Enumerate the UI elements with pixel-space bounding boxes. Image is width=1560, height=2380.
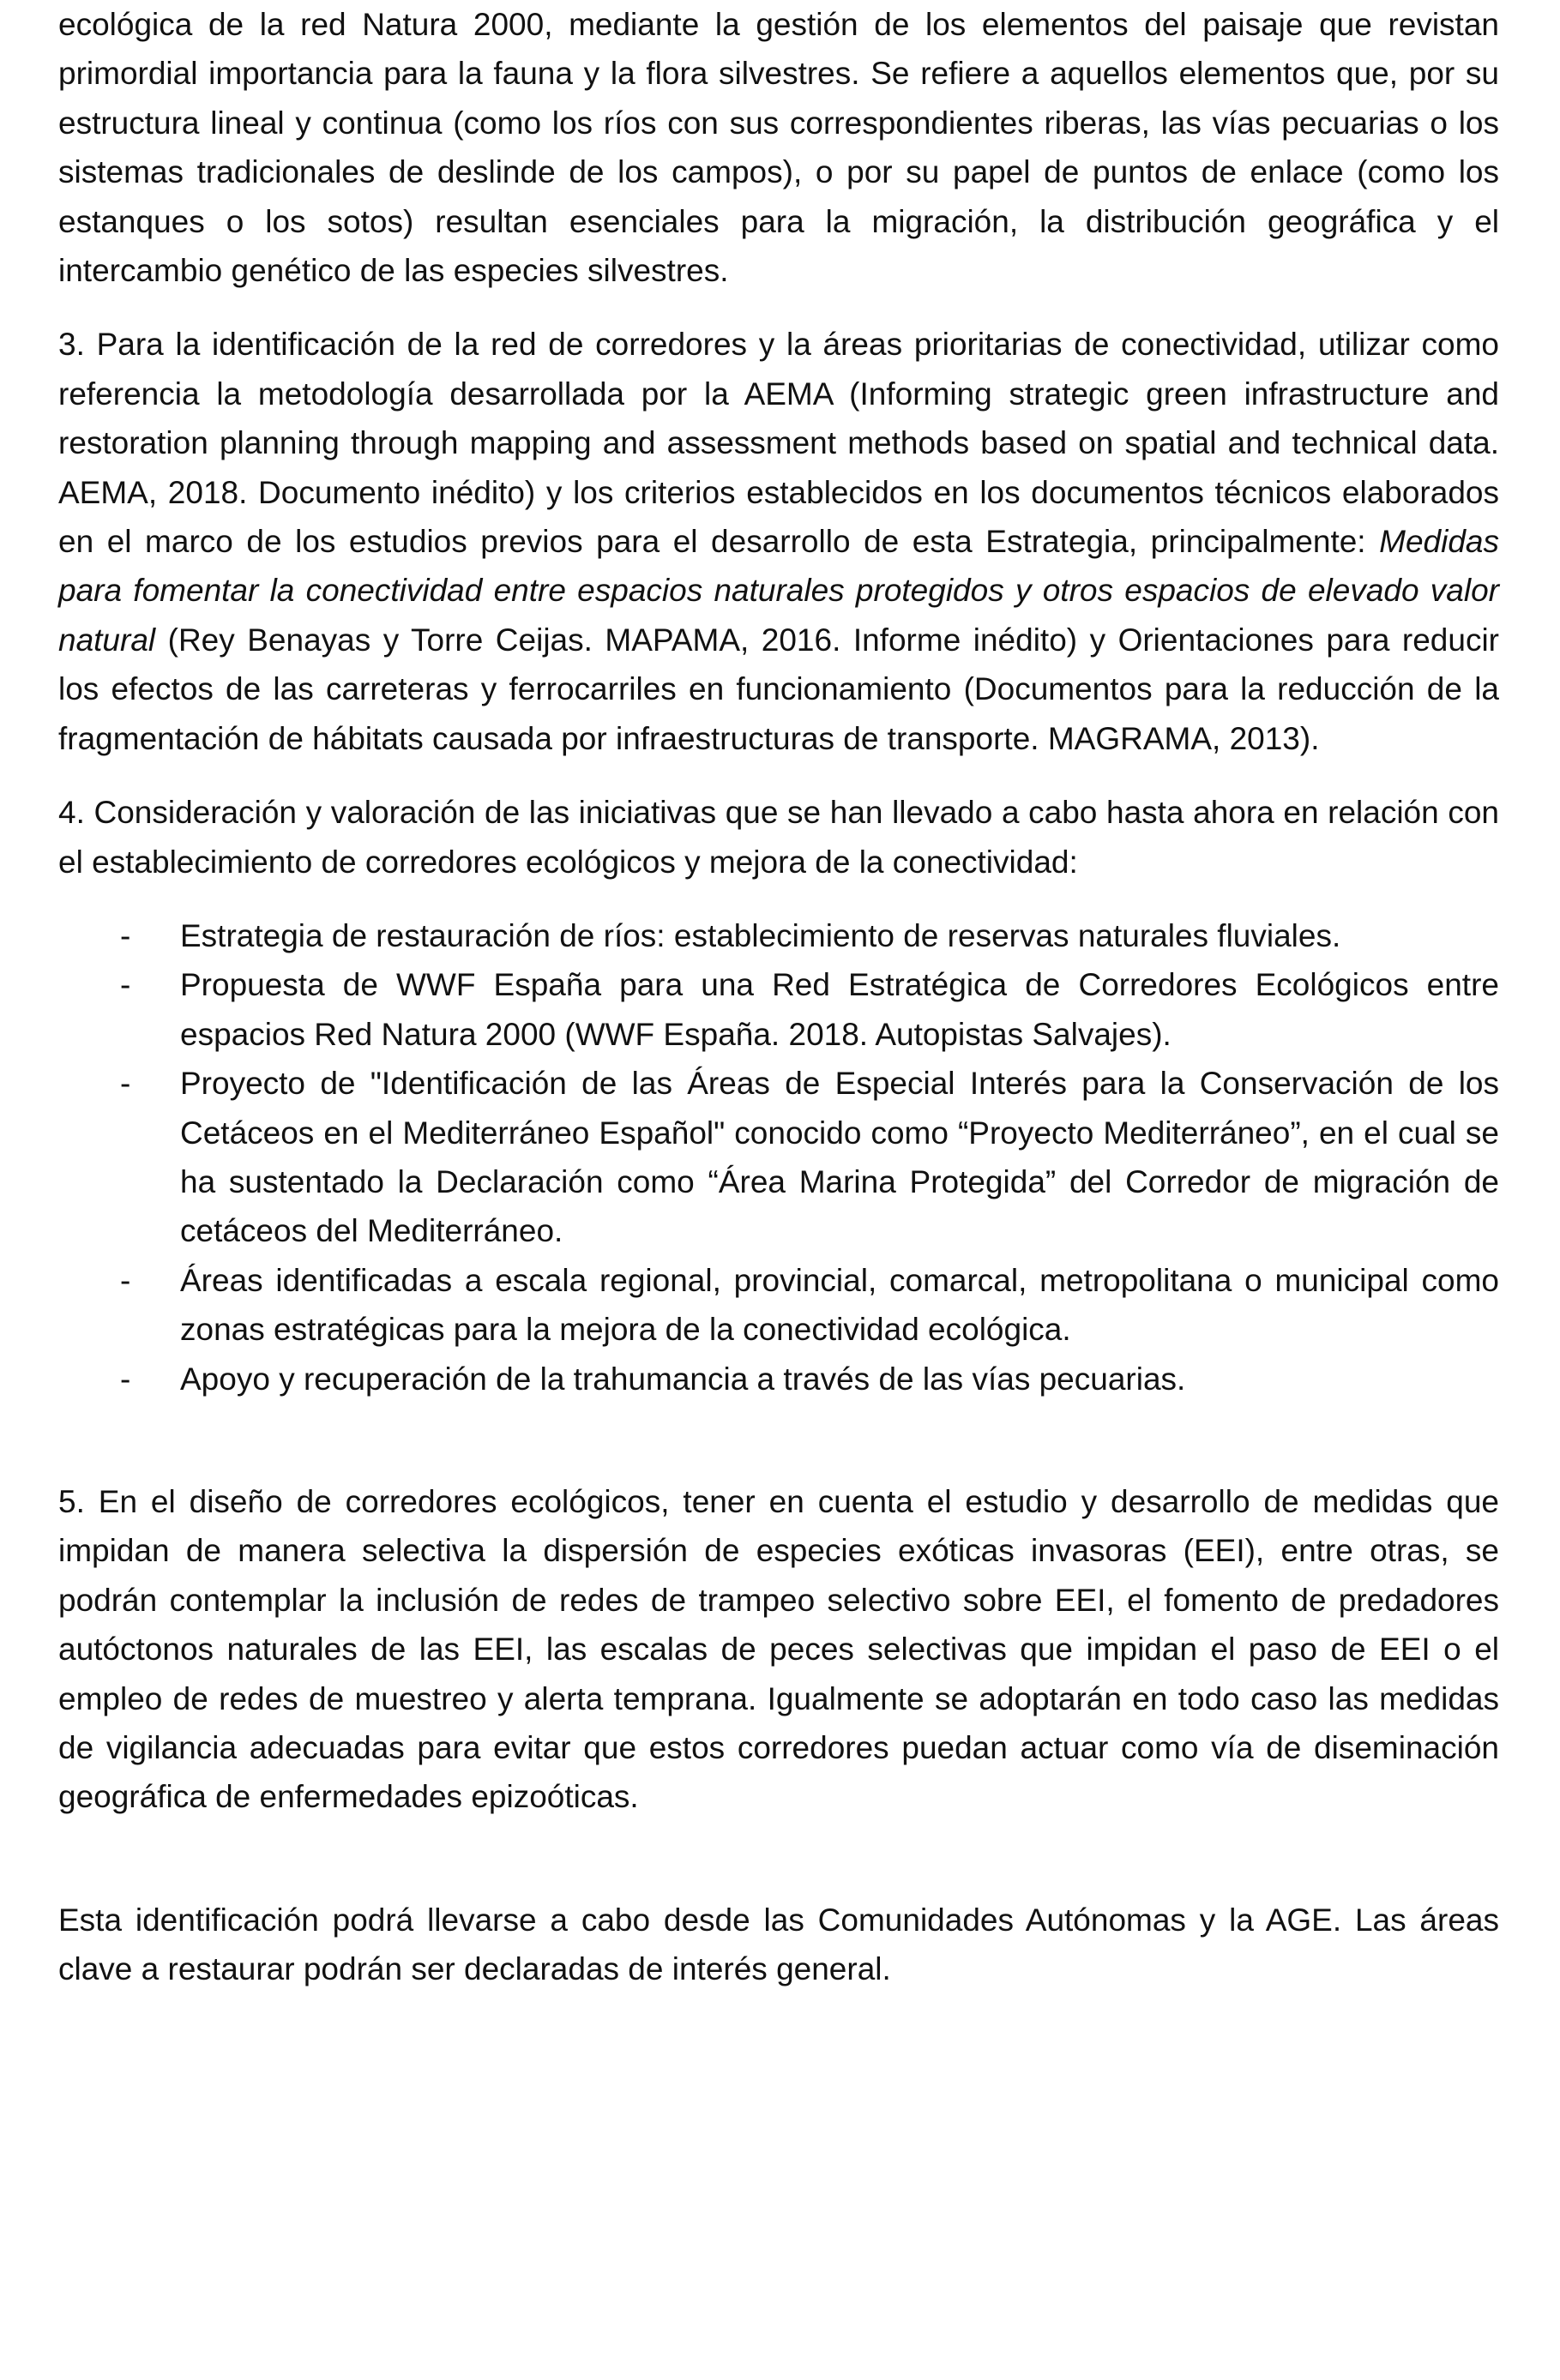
list-item: [58, 1059, 1499, 1256]
list-dash: -: [120, 1361, 131, 1397]
list-item-text: Estrategia de restauración de ríos: establecimiento de reservas naturales fluviales.: [180, 917, 1341, 953]
list-item-text: Apoyo y recuperación de la trahumancia a través de las vías pecuarias.: [180, 1361, 1186, 1397]
document-page: [58, 0, 1499, 1994]
paragraph-spacer: [58, 763, 1499, 788]
paragraph-spacer: [58, 886, 1499, 911]
paragraph-3: [58, 320, 1499, 763]
list-item-text: Propuesta de WWF España para una Red Estratégica de Corredores Ecológicos entre espacios Red Natura 2000 (WWF España. 2018. Autopistas Salvajes).: [180, 967, 1499, 1052]
paragraph-intro: ecológica de la red Natura 2000, mediante la gestión de los elementos del paisaje que revistan primordial importancia para la fauna y la flora silvestres. Se refiere a aquellos elementos que, por su estructura lineal y continua (como los ríos con sus correspondientes riberas, las vías pecuarias o los sistemas tradicionales de deslinde de los campos), o por su papel de puntos de enlace (como los estanques o los sotos) resultan esenciales para la migración, la distribución geográfica y el intercambio genético de las especies silvestres.: [58, 7, 1499, 289]
list-item-text: Áreas identificadas a escala regional, provincial, comarcal, metropolitana o municipal como zonas estratégicas para la mejora de la conectividad ecológica.: [180, 1262, 1499, 1348]
list-dash: -: [120, 1066, 131, 1102]
list-dash: -: [120, 1262, 131, 1298]
paragraph-final: Esta identificación podrá llevarse a cabo desde las Comunidades Autónomas y la AGE. Las áreas clave a restaurar podrán ser declaradas de interés general.: [58, 1902, 1499, 1987]
paragraph-3-text-end: (Rey Benayas y Torre Ceijas. MAPAMA, 2016. Informe inédito) y Orientaciones para reducir los efectos de las carreteras y ferrocarriles en funcionamiento (Documentos para la reducción de la fragmentación de hábitats causada por infraestructuras de transporte. MAGRAMA, 2013).: [58, 622, 1499, 756]
paragraph-3-italic-title: Medidas para fomentar la conectividad entre espacios naturales protegidos y otros espacios de elevado valor natural: [58, 524, 1499, 658]
list-item: [58, 911, 1499, 960]
paragraph-3-text-start: 3. Para la identificación de la red de corredores y la áreas prioritarias de conectividad, utilizar como referencia la metodología desarrollada por la AEMA (Informing strategic green infrastructure and restoration planning through mapping and assessment methods based on spatial and technical data. AEMA, 2018. Documento inédito) y los criterios establecidos en los documentos técnicos elaborados en el marco de los estudios previos para el desarrollo de esta Estrategia, principalmente:: [58, 327, 1499, 560]
paragraph-spacer: [58, 295, 1499, 320]
list-item-text: Proyecto de "Identificación de las Áreas de Especial Interés para la Conservación de los Cetáceos en el Mediterráneo Español" conocido como “Proyecto Mediterráneo”, en el cual se ha sustentado la Declaración como “Área Marina Protegida” del Corredor de migración de cetáceos del Mediterráneo.: [180, 1066, 1499, 1249]
list-item: [58, 960, 1499, 1059]
paragraph-4: 4. Consideración y valoración de las iniciativas que se han llevado a cabo hasta ahora en relación con el establecimiento de corredores ecológicos y mejora de la conectividad:: [58, 795, 1499, 880]
paragraph-spacer: [58, 1822, 1499, 1896]
list-item: [58, 1355, 1499, 1403]
list-dash: -: [120, 967, 131, 1003]
initiatives-list: [58, 911, 1499, 1403]
list-dash: -: [120, 917, 131, 953]
list-item: [58, 1256, 1499, 1355]
paragraph-spacer: [58, 1403, 1499, 1477]
paragraph-5: 5. En el diseño de corredores ecológicos, tener en cuenta el estudio y desarrollo de medidas que impidan de manera selectiva la dispersión de especies exóticas invasoras (EEI), entre otras, se podrán contemplar la inclusión de redes de trampeo selectivo sobre EEI, el fomento de predadores autóctonos naturales de las EEI, las escalas de peces selectivas que impidan el paso de EEI o el empleo de redes de muestreo y alerta temprana. Igualmente se adoptarán en todo caso las medidas de vigilancia adecuadas para evitar que estos corredores puedan actuar como vía de diseminación geográfica de enfermedades epizoóticas.: [58, 1483, 1499, 1815]
